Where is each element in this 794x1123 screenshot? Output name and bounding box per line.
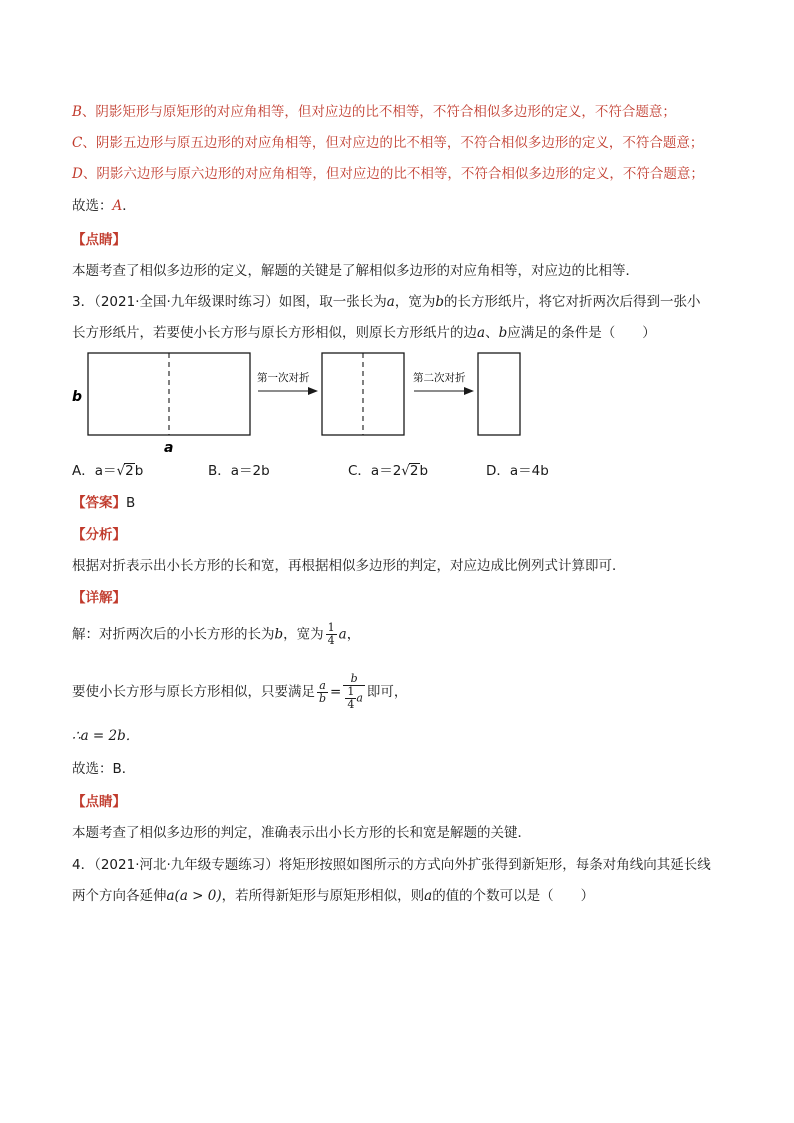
arrow1-head: [308, 387, 318, 395]
option-a: A．a＝√2b: [72, 463, 144, 479]
option-explanation-d: D、阴影六边形与原六边形的对应角相等，但对应边的比不相等，不符合相似多边形的定义，不符合题意；: [72, 166, 704, 182]
q3-comment-text: 本题考查了相似多边形的判定，准确表示出小长方形的长和宽是解题的关键．: [72, 825, 531, 841]
q3-detail-line3: ∴a = 2b．: [72, 728, 140, 744]
figure-label-a: a: [164, 440, 174, 456]
figure-label-b: b: [72, 389, 83, 405]
option-d: D．a＝4b: [486, 463, 549, 479]
fraction-b-over-quarter-a: b $\frac{1}{4}$ a: [343, 673, 365, 711]
prev-choice-line: 故选：A．: [72, 198, 136, 214]
q3-answer: 【答案】B: [72, 495, 136, 511]
q3-detail-tag: 【详解】: [72, 590, 126, 606]
q3-comment-tag: 【点睛】: [72, 794, 126, 810]
arrow1-label: 第一次对折: [257, 372, 310, 384]
q4-stem-line2: 两个方向各延伸a(a > 0)，若所得新矩形与原矩形相似，则a的值的个数可以是（ ）: [72, 888, 595, 904]
folded-twice-rectangle: [478, 353, 520, 435]
q3-choice: 故选：B．: [72, 761, 136, 777]
q3-analysis-tag: 【分析】: [72, 527, 126, 543]
q3-detail-line2: 要使小长方形与原长方形相似，只要满足 $\frac{a}{b}$ = b $\frac{1}{4}$ a 即可，: [72, 672, 408, 711]
arrow2-head: [464, 387, 474, 395]
q3-stem-line2: 长方形纸片，若要使小长方形与原长方形相似，则原长方形纸片的边a、b应满足的条件是（ ）: [72, 325, 656, 341]
q3-folding-figure: [60, 345, 540, 460]
q4-stem-line1: 4．（2021·河北·九年级专题练习）将矩形按照如图所示的方式向外扩张得到新矩形，每条对角线向其延长线: [72, 857, 711, 873]
q3-detail-line1: 解：对折两次后的小长方形的长为b，宽为 $\frac{1}{4}$ a，: [72, 621, 361, 647]
option-c: C．a＝2√2b: [348, 463, 429, 479]
option-explanation-c: C、阴影五边形与原五边形的对应角相等，但对应边的比不相等，不符合相似多边形的定义，不符合题意；: [72, 135, 704, 151]
option-explanation-b: B、阴影矩形与原矩形的对应角相等，但对应边的比不相等，不符合相似多边形的定义，不符合题意；: [72, 104, 676, 120]
arrow2-label: 第二次对折: [413, 372, 466, 384]
q3-analysis-text: 根据对折表示出小长方形的长和宽，再根据相似多边形的判定，对应边成比例列式计算即可．: [72, 558, 626, 574]
prev-comment-text: 本题考查了相似多边形的定义，解题的关键是了解相似多边形的对应角相等，对应边的比相等．: [72, 263, 639, 279]
fraction-one-quarter: $\frac{1}{4}$: [327, 621, 335, 647]
fraction-a-over-b: $\frac{a}{b}$: [319, 678, 327, 705]
prev-comment-tag: 【点睛】: [72, 232, 126, 248]
option-b: B．a＝2b: [208, 463, 270, 479]
q3-stem-line1: 3．（2021·全国·九年级课时练习）如图，取一张长为a，宽为b的长方形纸片，将它对折两次后得到一张小: [72, 294, 701, 310]
